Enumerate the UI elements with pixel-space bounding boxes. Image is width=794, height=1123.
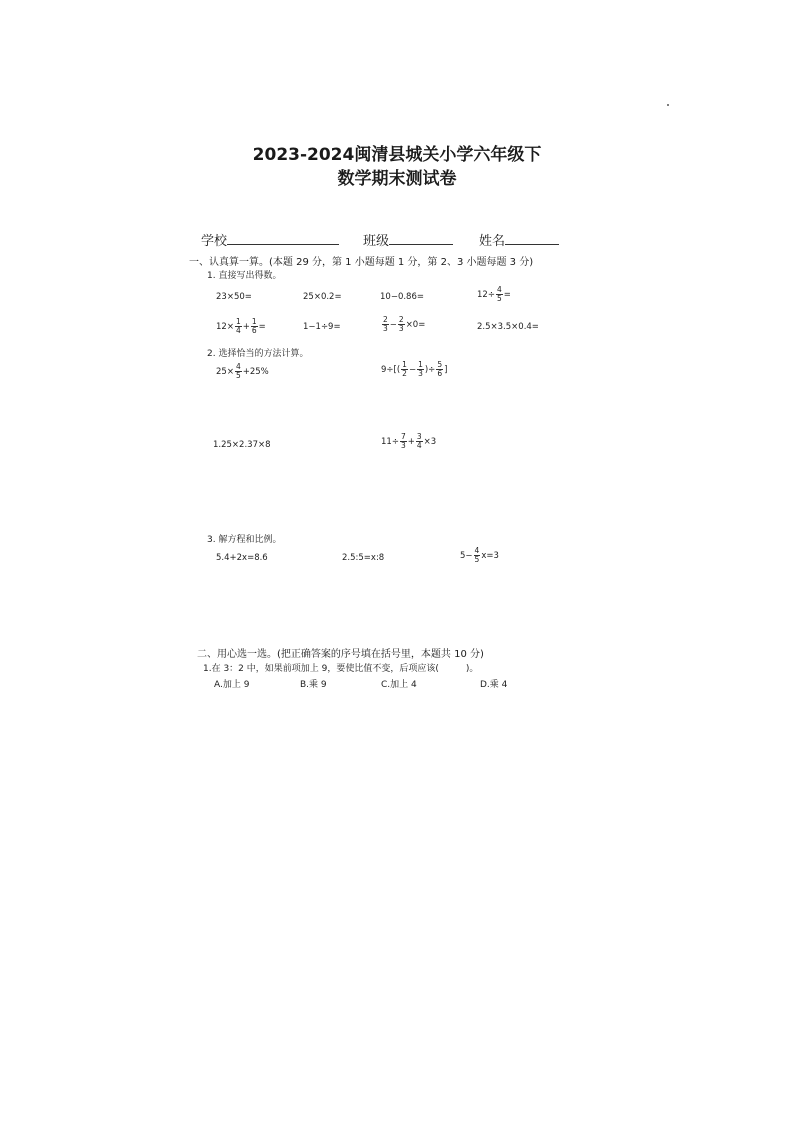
q1-item-d — [477, 286, 511, 303]
fraction — [235, 318, 242, 335]
q1-item-g — [381, 316, 425, 333]
numerator: 1 — [418, 360, 423, 369]
denominator: 6 — [437, 369, 443, 378]
q3-c-pre: 5− — [460, 550, 473, 561]
q1-item-c: 10−0.86= — [380, 292, 424, 302]
q1-item-f: 1−1÷9= — [303, 322, 341, 332]
q1-e-post: = — [258, 321, 266, 332]
fraction — [417, 361, 424, 378]
fraction — [401, 361, 408, 378]
denominator: 6 — [251, 326, 257, 335]
q2-item-c: 1.25×2.37×8 — [213, 440, 271, 450]
option-d: D.乘 4 — [480, 680, 508, 690]
section2-heading: 二、用心选一选。(把正确答案的序号填在括号里，本题共 10 分) — [197, 649, 484, 660]
q2-b-pre: 9÷[( — [381, 364, 401, 375]
q3-item-b: 2.5:5=x:8 — [342, 553, 385, 563]
q2-a-pre: 25× — [216, 366, 234, 377]
fraction — [400, 433, 407, 450]
name-label: 姓名 — [479, 234, 506, 249]
numerator: 2 — [398, 315, 404, 324]
q2-d-pre: 11÷ — [381, 436, 399, 447]
exam-subtitle: 数学期末测试卷 — [337, 169, 457, 189]
option-b: B.乘 9 — [300, 680, 327, 690]
numerator: 2 — [383, 315, 388, 324]
section1-heading: 一、认真算一算。(本题 29 分，第 1 小题每题 1 分，第 2、3 小题每题 3 分) — [189, 257, 534, 268]
denominator: 5 — [474, 555, 480, 564]
denominator: 4 — [235, 326, 241, 335]
q1-e-pre: 12× — [216, 321, 234, 332]
q1-item-a: 23×50= — [216, 292, 252, 302]
q1-item-e — [216, 318, 266, 335]
denominator: 2 — [402, 369, 407, 378]
denominator: 3 — [383, 324, 388, 333]
q3-c-post: x=3 — [481, 550, 499, 561]
numerator: 5 — [437, 360, 443, 369]
q2-item-a — [216, 363, 269, 380]
fraction — [436, 361, 443, 378]
school-field — [201, 230, 339, 249]
school-blank — [227, 232, 339, 245]
q2-a-post: +25% — [242, 366, 269, 377]
denominator: 4 — [416, 441, 422, 450]
q2-b-post: ] — [444, 364, 448, 375]
option-a: A.加上 9 — [214, 680, 250, 690]
s2-q1-question: 1.在 3：2 中，如果前项加上 9，要使比值不变，后项应该( )。 — [203, 664, 479, 674]
fraction — [474, 547, 481, 564]
school-label: 学校 — [201, 234, 228, 249]
q3-item-c — [460, 547, 499, 564]
denominator: 5 — [235, 371, 241, 380]
q2-b-mid2: )÷ — [424, 364, 436, 375]
name-field — [479, 230, 559, 249]
numerator: 1 — [235, 317, 241, 326]
q2-d-post: ×3 — [423, 436, 437, 447]
denominator: 3 — [398, 324, 404, 333]
q1-label: 1. 直接写出得数。 — [207, 271, 282, 281]
fraction — [251, 318, 258, 335]
fraction — [496, 286, 503, 303]
class-field — [363, 230, 453, 249]
denominator: 3 — [418, 369, 423, 378]
q1-g-post: ×0= — [405, 319, 426, 330]
q1-d-pre: 12÷ — [477, 289, 495, 300]
numerator: 4 — [235, 362, 241, 371]
fraction — [416, 433, 423, 450]
name-blank — [505, 232, 559, 245]
q2-b-mid: − — [408, 364, 417, 375]
numerator: 4 — [496, 285, 502, 294]
denominator: 5 — [496, 294, 502, 303]
q1-item-h: 2.5×3.5×0.4= — [477, 322, 539, 332]
class-blank — [389, 232, 453, 245]
q1-item-b: 25×0.2= — [303, 292, 342, 302]
fraction — [382, 316, 389, 333]
option-c: C.加上 4 — [381, 680, 417, 690]
q1-d-post: = — [503, 289, 511, 300]
q1-e-mid: + — [242, 321, 250, 332]
q1-g-mid: − — [389, 319, 397, 330]
denominator: 3 — [400, 441, 406, 450]
q2-d-mid: + — [407, 436, 415, 447]
q3-item-a: 5.4+2x=8.6 — [216, 553, 268, 563]
numerator: 7 — [400, 432, 406, 441]
q3-label: 3. 解方程和比例。 — [207, 535, 282, 545]
numerator: 4 — [474, 546, 480, 555]
numerator: 3 — [416, 432, 422, 441]
fraction — [235, 363, 242, 380]
numerator: 1 — [402, 360, 407, 369]
exam-title: 2023-2024闽清县城关小学六年级下 — [252, 145, 542, 165]
q2-item-d — [381, 433, 436, 450]
scan-speck — [667, 104, 669, 106]
numerator: 1 — [251, 317, 257, 326]
fraction — [398, 316, 405, 333]
q2-item-b — [381, 361, 447, 378]
class-label: 班级 — [363, 234, 390, 249]
q2-label: 2. 选择恰当的方法计算。 — [207, 349, 309, 359]
